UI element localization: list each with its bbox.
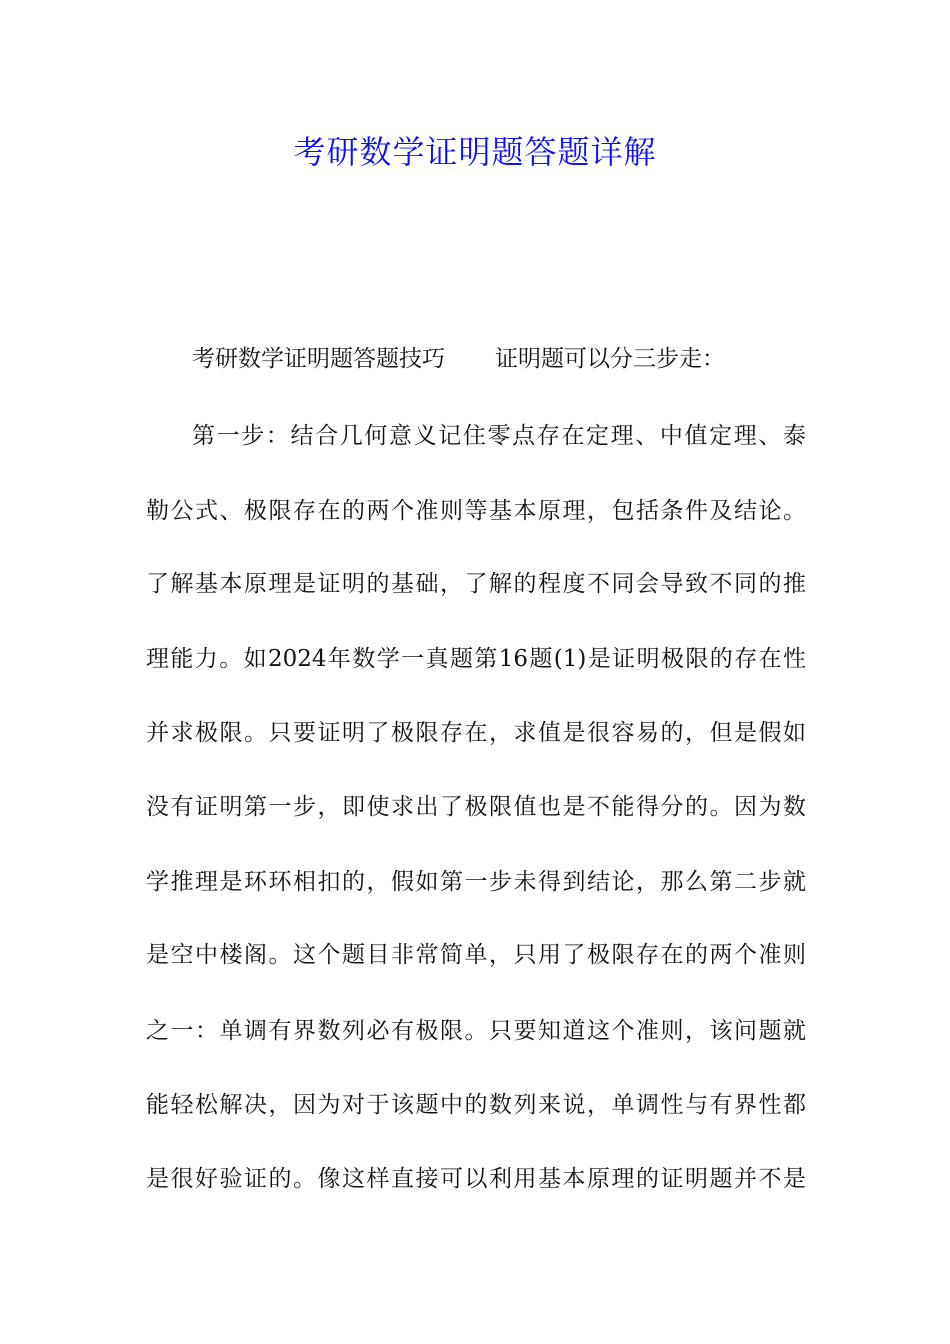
intro-subheading: 证明题可以分三步走： (495, 346, 725, 372)
paragraph-line: 学推理是环环相扣的，假如第一步未得到结论，那么第二步就 (146, 869, 806, 895)
paragraph-line: 是空中楼阁。这个题目非常简单，只用了极限存在的两个准则 (146, 942, 806, 968)
paragraph-line: 第一步：结合几何意义记住零点存在定理、中值定理、泰 (192, 423, 806, 449)
paragraph-line: 勒公式、极限存在的两个准则等基本原理，包括条件及结论。 (146, 498, 806, 524)
paragraph-line: 没有证明第一步，即使求出了极限值也是不能得分的。因为数 (146, 794, 806, 820)
document-title: 考研数学证明题答题详解 (293, 133, 657, 171)
paragraph-line: 理能力。如2024年数学一真题第16题(1)是证明极限的存在性 (146, 646, 806, 672)
intro-heading: 考研数学证明题答题技巧 (192, 346, 445, 372)
paragraph-line: 并求极限。只要证明了极限存在，求值是很容易的，但是假如 (146, 720, 806, 746)
paragraph-line: 之一：单调有界数列必有极限。只要知道这个准则，该问题就 (146, 1018, 806, 1044)
paragraph-line: 是很好验证的。像这样直接可以利用基本原理的证明题并不是 (146, 1166, 806, 1192)
intro-line (192, 342, 806, 376)
paragraph-line: 了解基本原理是证明的基础，了解的程度不同会导致不同的推 (146, 571, 806, 597)
paragraph-line: 能轻松解决，因为对于该题中的数列来说，单调性与有界性都 (146, 1092, 806, 1118)
